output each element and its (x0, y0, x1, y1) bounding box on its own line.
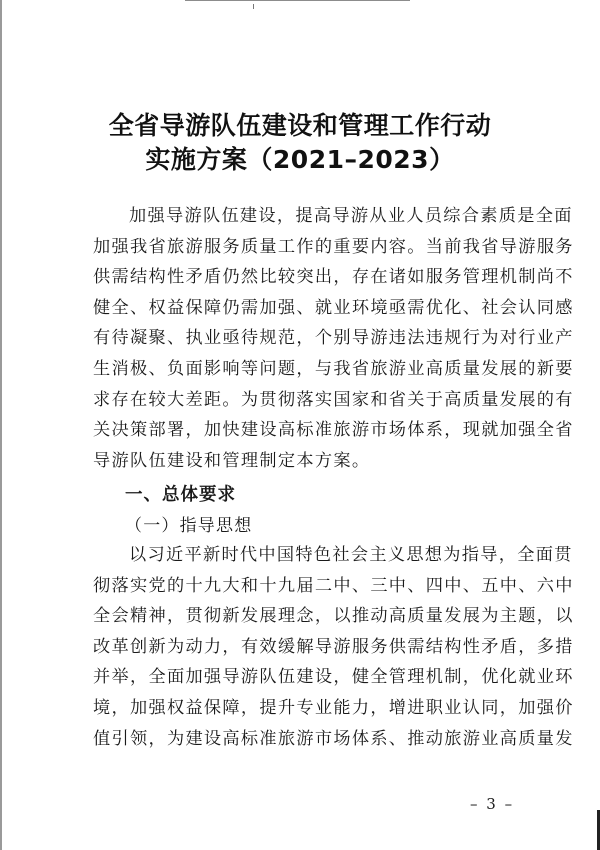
paragraph-line: 值引领，为建设高标准旅游市场体系、推动旅游业高质量发 (93, 728, 574, 749)
paragraph-line: 全会精神，贯彻新发展理念，以推动高质量发展为主题，以 (93, 606, 574, 627)
document-title-line-2: 实施方案（2021–2023） (145, 145, 455, 174)
scan-dot-artifact (253, 4, 254, 9)
paragraph-line: 改革创新为动力，有效缓解导游服务供需结构性矛盾，多措 (93, 636, 574, 657)
section-heading: 一、总体要求 (125, 485, 236, 505)
guiding-paragraph (93, 540, 574, 754)
document-title-line-1: 全省导游队伍建设和管理工作行动 (108, 111, 492, 140)
paragraph-line: 有待凝聚、执业亟待规范，个别导游违法违规行为对行业产 (93, 328, 574, 349)
page-number: – 3 – (470, 795, 515, 813)
paragraph-line: 加强导游队伍建设，提高导游从业人员综合素质是全面 (129, 206, 573, 226)
subsection-heading: （一）指导思想 (125, 516, 253, 536)
paragraph-line: 供需结构性矛盾仍然比较突出，存在诸如服务管理机制尚不 (93, 267, 574, 288)
paragraph-line: 求存在较大差距。为贯彻落实国家和省关于高质量发展的有 (93, 389, 574, 410)
paragraph-line: 关决策部署，加快建设高标准旅游市场体系，现就加强全省 (93, 420, 574, 441)
intro-paragraph (93, 201, 574, 476)
paragraph-line: 以习近平新时代中国特色社会主义思想为指导，全面贯 (129, 545, 573, 565)
paragraph-line: 彻落实党的十九大和十九届二中、三中、四中、五中、六中 (93, 575, 574, 596)
paragraph-line: 健全、权益保障仍需加强、就业环境亟需优化、社会认同感 (93, 297, 574, 318)
paragraph-line: 并举，全面加强导游队伍建设，健全管理机制，优化就业环 (93, 667, 574, 688)
paragraph-line: 加强我省旅游服务质量工作的重要内容。当前我省导游服务 (93, 236, 574, 257)
paragraph-line: 境，加强权益保障，提升专业能力，增进职业认同，加强价 (93, 697, 574, 718)
scan-top-artifact (185, 0, 410, 1)
paragraph-line: 导游队伍建设和管理制定本方案。 (93, 450, 371, 471)
paragraph-line: 生消极、负面影响等问题，与我省旅游业高质量发展的新要 (93, 358, 574, 379)
